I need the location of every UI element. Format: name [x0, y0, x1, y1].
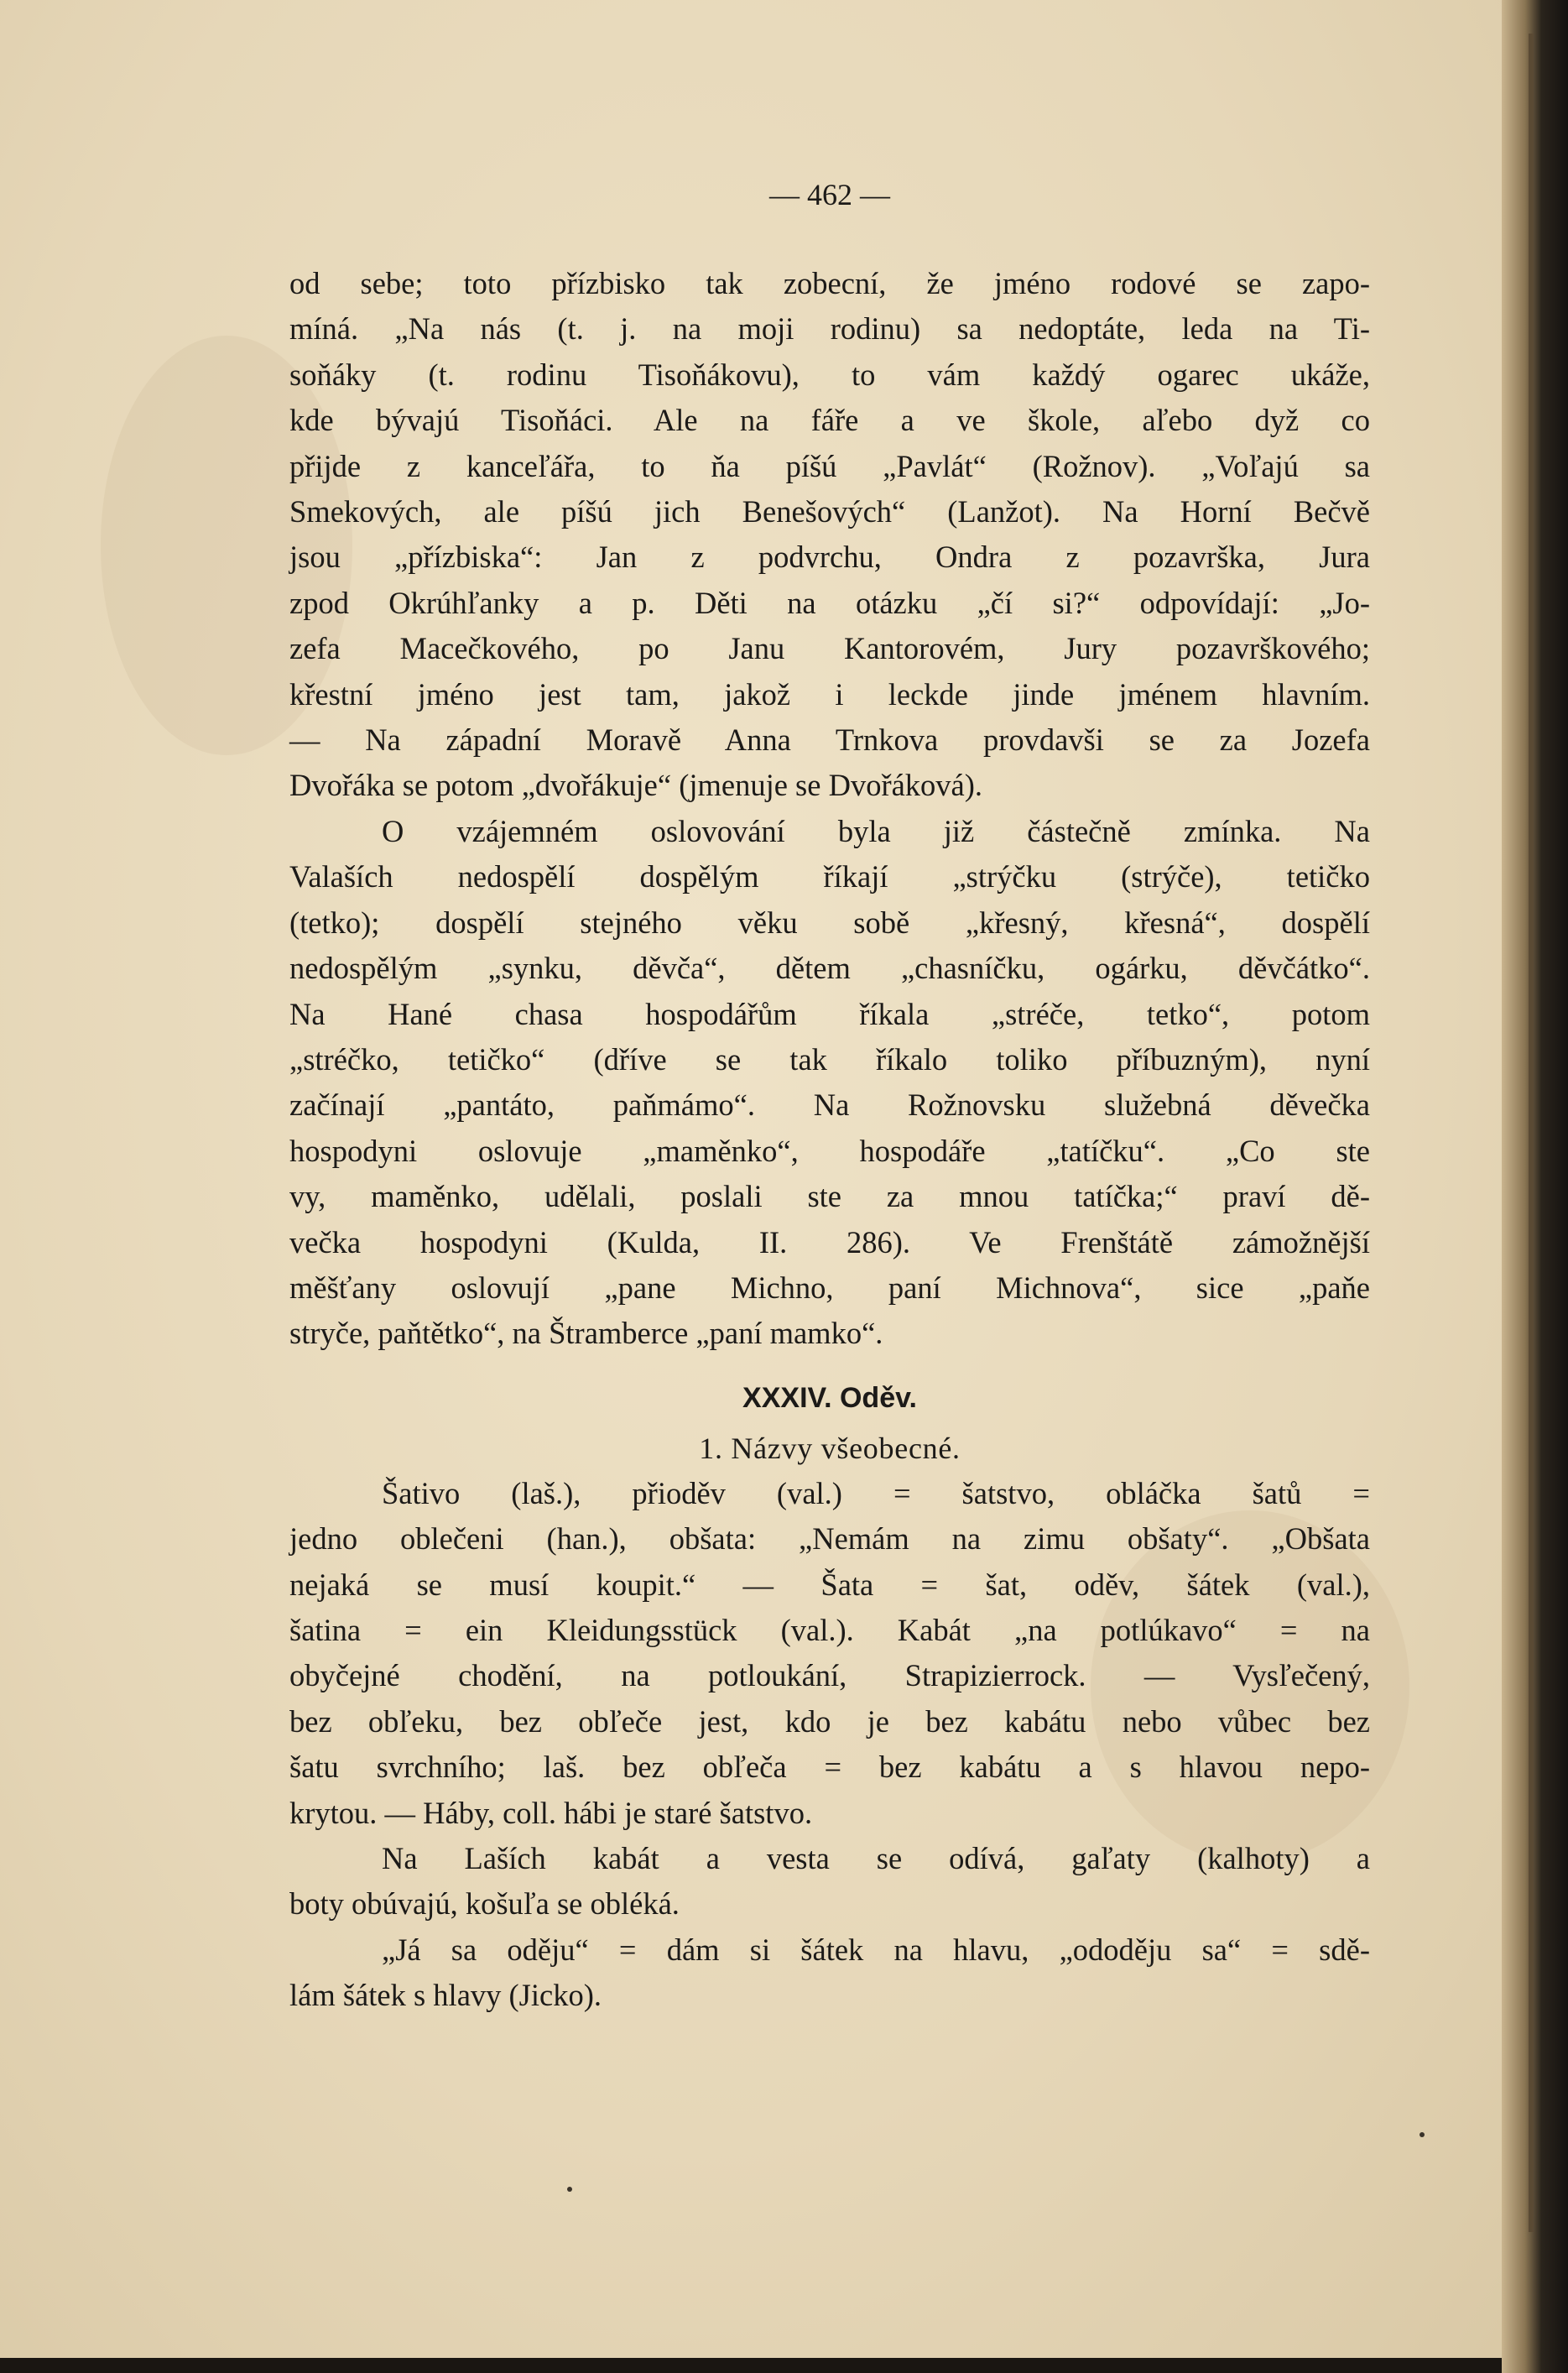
text-line: lám šátek s hlavy (Jicko).	[289, 1978, 602, 2013]
page-content	[289, 172, 1370, 2019]
text-line: bez obľeku, bez obľeče jest, kdo je bez kabátu nebo vůbec bez	[289, 1703, 1370, 1739]
text-line: krytou. — Háby, coll. hábi je staré šatstvo.	[289, 1795, 813, 1830]
ink-speck	[567, 2187, 572, 2192]
text-line: nedospělým „synku, děvča“, dětem „chasníčku, ogárku, děvčátko“.	[289, 951, 1370, 986]
text-line: zpod Okrúhľanky a p. Děti na otázku „čí si?“ odpovídají: „Jo-	[289, 585, 1370, 620]
text-line: hospodyni oslovuje „maměnko“, hospodáře „tatíčku“. „Co ste	[289, 1133, 1370, 1168]
text-line: (tetko); dospělí stejného věku sobě „křesný, křesná“, dospělí	[289, 905, 1370, 940]
text-line: boty obúvajú, košuľa se obléká.	[289, 1886, 680, 1922]
text-line: soňáky (t. rodinu Tisoňákovu), to vám každý ogarec ukáže,	[289, 357, 1370, 392]
text-line: nejaká se musí koupit.“ — Šata = šat, oděv, šátek (val.),	[289, 1567, 1370, 1602]
text-line: přijde z kanceľářa, to ňa píšú „Pavlát“ (Rožnov). „Voľajú sa	[289, 448, 1370, 483]
text-line: večka hospodyni (Kulda, II. 286). Ve Frenštátě zámožnější	[289, 1224, 1370, 1260]
text-line: začínají „pantáto, paňmámo“. Na Rožnovsku služebná děvečka	[289, 1087, 1370, 1123]
text-line: „stréčko, tetičko“ (dříve se tak říkalo toliko příbuzným), nyní	[289, 1041, 1370, 1077]
text-line: — Na západní Moravě Anna Trnkova provdavši se za Jozefa	[289, 722, 1370, 758]
text-line: Na Laších kabát a vesta se odívá, gaľaty (kalhoty) a	[382, 1841, 1370, 1875]
text-line: míná. „Na nás (t. j. na moji rodinu) sa nedoptáte, leda na Ti-	[289, 311, 1370, 347]
text-line: Valaších nedospělí dospělým říkají „strýčku (strýče), tetičko	[289, 859, 1370, 894]
page-number: — 462 —	[769, 178, 890, 211]
text-line: zefa Macečkového, po Janu Kantorovém, Jury pozavrškového;	[289, 631, 1370, 666]
text-line: šatina = ein Kleidungsstück (val.). Kabát „na potlúkavo“ = na	[289, 1612, 1370, 1647]
text-line: Smekových, ale píšú jich Benešových“ (Lanžot). Na Horní Bečvě	[289, 494, 1370, 529]
text-line: obyčejné chodění, na potloukání, Strapizierrock. — Vysľečený,	[289, 1658, 1370, 1693]
text-line: křestní jméno jest tam, jakož i leckde jinde jménem hlavním.	[289, 676, 1370, 712]
text-line: vy, maměnko, udělali, poslali ste za mnou tatíčka;“ praví dě-	[289, 1179, 1370, 1214]
text-line: měšťany oslovují „pane Michno, paní Michnova“, sice „paňe	[289, 1270, 1370, 1305]
page-edge	[1529, 34, 1534, 2232]
paragraph-4	[289, 1836, 1370, 1927]
text-line: Na Hané chasa hospodářům říkala „stréče, tetko“, potom	[289, 996, 1370, 1031]
text-line: Šativo (laš.), přioděv (val.) = šatstvo, obláčka šatů =	[382, 1475, 1370, 1510]
text-line: „Já sa oděju“ = dám si šátek na hlavu, „ododěju sa“ = sdě-	[382, 1932, 1370, 1967]
ink-speck	[1420, 2132, 1425, 2137]
text-line: od sebe; toto přízbisko tak zobecní, že jméno rodové se zapo-	[289, 266, 1370, 300]
paragraph-5	[289, 1927, 1370, 2019]
text-line: O vzájemném oslovování byla již částečně zmínka. Na	[382, 813, 1370, 848]
paragraph-1	[289, 261, 1370, 809]
paragraph-2	[289, 809, 1370, 1357]
text-line: Dvořáka se potom „dvořákuje“ (jmenuje se Dvořáková).	[289, 768, 983, 803]
section-heading: XXXIV. Oděv.	[742, 1381, 917, 1414]
book-gutter	[1502, 0, 1568, 2373]
text-line: stryče, paňtětko“, na Štramberce „paní mamko“.	[289, 1316, 883, 1351]
text-line: jedno oblečeni (han.), obšata: „Nemám na zimu obšaty“. „Obšata	[289, 1521, 1370, 1557]
text-line: jsou „přízbiska“: Jan z podvrchu, Ondra z pozavrška, Jura	[289, 540, 1370, 575]
subsection-heading: 1. Názvy všeobecné.	[699, 1431, 961, 1465]
text-line: šatu svrchního; laš. bez obľeča = bez kabátu a s hlavou nepo-	[289, 1750, 1370, 1785]
text-line: kde bývajú Tisoňáci. Ale na fáře a ve škole, aľebo dyž co	[289, 403, 1370, 438]
paragraph-3	[289, 1471, 1370, 1836]
